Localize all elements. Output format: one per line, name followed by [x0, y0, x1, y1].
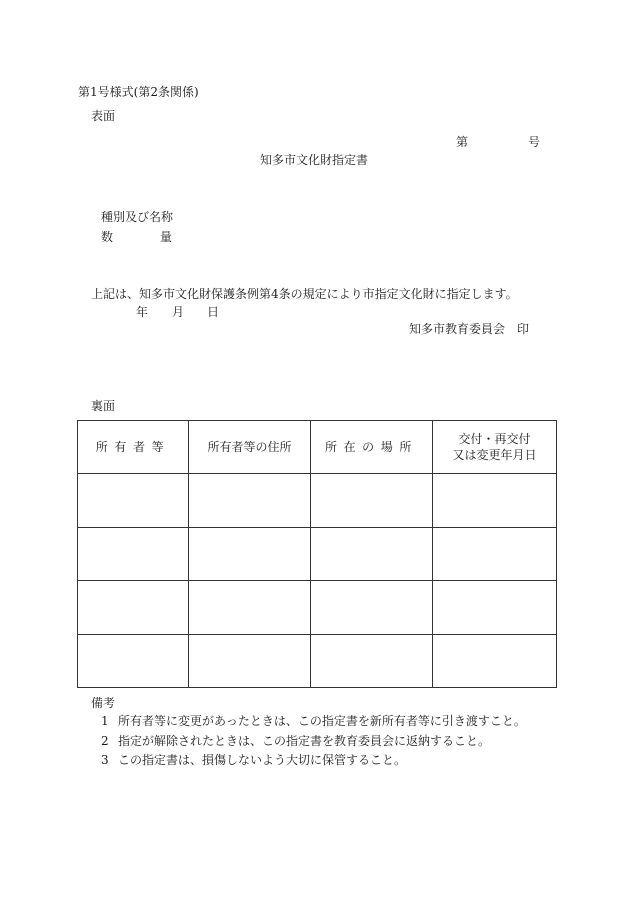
table-row — [78, 474, 557, 528]
remark-text: この指定書は、損傷しないよう大切に保管すること。 — [118, 753, 407, 767]
header-location-text: 所在の場所 — [324, 440, 418, 454]
header-owner — [78, 421, 189, 474]
kind-and-name-label: 種別及び名称 — [101, 210, 174, 224]
ownership-record-table — [77, 420, 557, 688]
back-side-label: 裏面 — [91, 399, 116, 413]
header-owner-address-text: 所有者等の住所 — [207, 440, 292, 454]
certificate-number-suffix: 号 — [528, 135, 541, 149]
table-cell[interactable] — [189, 634, 311, 688]
date-year-label: 年 — [136, 305, 149, 319]
remark-item — [101, 735, 490, 747]
table-cell[interactable] — [311, 527, 433, 581]
quantity-label-second: 量 — [160, 230, 173, 244]
remark-text: 所有者等に変更があったときは、この指定書を新所有者等に引き渡すこと。 — [118, 714, 526, 728]
table-cell[interactable] — [433, 527, 557, 581]
table-cell[interactable] — [189, 474, 311, 528]
table-cell[interactable] — [78, 581, 189, 635]
table-cell[interactable] — [433, 474, 557, 528]
table-row — [78, 581, 557, 635]
header-location — [311, 421, 433, 474]
table-cell[interactable] — [433, 581, 557, 635]
remark-text: 指定が解除されたときは、この指定書を教育委員会に返納すること。 — [118, 734, 491, 748]
table-cell[interactable] — [78, 634, 189, 688]
table-cell[interactable] — [78, 474, 189, 528]
header-owner-text: 所有者等 — [95, 440, 171, 454]
remarks-label: 備考 — [91, 696, 116, 710]
date-month-label: 月 — [172, 305, 185, 319]
document-title: 知多市文化財指定書 — [260, 153, 369, 167]
remark-number: 2 — [101, 734, 109, 748]
table-cell[interactable] — [311, 581, 433, 635]
header-issue-date-line1: 交付・再交付 — [458, 432, 531, 446]
table-header-row — [78, 421, 557, 474]
quantity-label-first: 数 — [101, 230, 114, 244]
remark-number: 1 — [101, 714, 109, 728]
table-cell[interactable] — [189, 581, 311, 635]
front-side-label: 表面 — [91, 109, 116, 123]
remark-item — [101, 754, 406, 766]
header-issue-date-line2: 又は変更年月日 — [452, 448, 537, 462]
header-issue-date — [433, 421, 557, 474]
table-row — [78, 634, 557, 688]
form-number: 第1号様式(第2条関係) — [78, 85, 199, 99]
remark-number: 3 — [101, 753, 109, 767]
designation-statement: 上記は、知多市文化財保護条例第4条の規定により市指定文化財に指定します。 — [91, 287, 518, 301]
date-day-label: 日 — [207, 305, 220, 319]
table-row — [78, 527, 557, 581]
table-cell[interactable] — [78, 527, 189, 581]
table-cell[interactable] — [311, 474, 433, 528]
table-cell[interactable] — [433, 634, 557, 688]
certificate-number-prefix: 第 — [456, 135, 469, 149]
table-cell[interactable] — [311, 634, 433, 688]
table-cell[interactable] — [189, 527, 311, 581]
header-owner-address — [189, 421, 311, 474]
remark-item — [101, 715, 526, 727]
issuer-seal-line: 知多市教育委員会 印 — [409, 322, 530, 336]
